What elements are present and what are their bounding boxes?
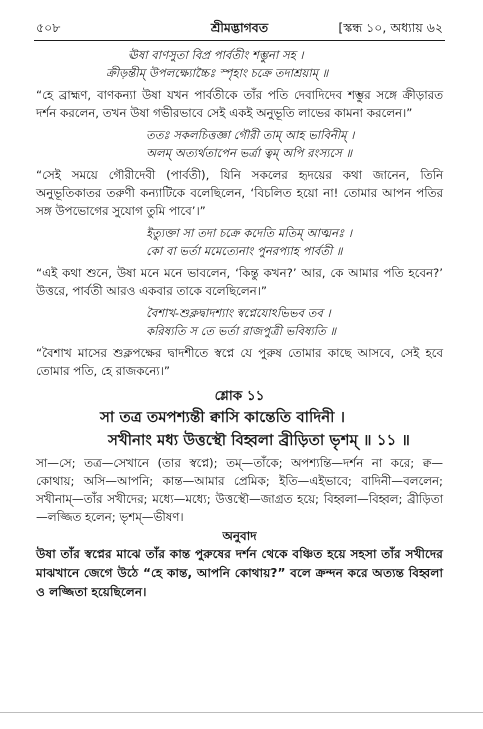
paragraph: “এই কথা শুনে, উষা মনে মনে ভাবলেন, ‘কিন্তু কখন?’ আর, কে আমার পতি হবেন?’ উত্তরে, পার্বতী আরও একবার তাকে বলেছিলেন।” xyxy=(36,266,443,298)
chapter-reference: [স্কন্ধ ১০, অধ্যায় ৬২ xyxy=(338,20,443,35)
verse-line: ইত্যুক্তা সা তদা চক্রে কদেতি মতিম্ আত্মনঃ । xyxy=(146,226,353,240)
verse-line: ক্রীড়ন্তীম্ উপলক্ষ্যোচ্চৈঃ স্পৃহাং চক্রে তদাশ্রয়াম্ ॥ xyxy=(106,66,329,80)
page-content xyxy=(36,46,443,602)
translation: উষা তাঁর স্বপ্নের মাঝে তাঁর কান্ত পুরুষের দর্শন থেকে বঞ্চিত হয়ে সহসা তাঁর সখীদের মাঝখানে জেগে উঠে “হে কান্ত, আপনি কোথায়?” বলে ক্রন্দন করে অত্যন্ত বিহ্বলা ও লজ্জিতা হয়েছিলেন। xyxy=(36,547,443,599)
word-for-word: সা—সে; তত্র—সেখানে (তার স্বপ্নে); তম্—তাঁকে; অপশ্যন্তি—দর্শন না করে; ক্ব—কোথায়; অসি—আপনি; কান্ত—আমার প্রেমিক; ইতি—এইভাবে; বাদিনী—বললেন; সখীনাম্—তাঁর সখীদের; মধ্যে—মধ্যে; উত্তস্থৌ—জাগ্রত হয়ে; বিহ্বলা—বিহ্বল; ব্রীড়িতা—লজ্জিত হলেন; ভৃশম্—ভীষণ। xyxy=(36,456,443,524)
shloka-line: সা তত্র তমপশ্যন্তী ক্বাসি কান্তেতি বাদিনী । xyxy=(100,408,346,426)
verse-line: কো বা ভর্তা মমেত্যেনাং পুনরপ্যাহ পার্বতী ॥ xyxy=(146,244,343,258)
paragraph: “হে ব্রাহ্মণ, বাণকন্যা উষা যখন পার্বতীকে তাঁর পতি দেবাদিদেব শম্ভুর সঙ্গে ক্রীড়ারত দর্শন করলেন, তখন উষা গভীরভাবে সেই একই অনুভূতি লাভের কামনা করলেন।” xyxy=(36,88,443,120)
book-title: শ্রীমদ্ভাগবত xyxy=(210,20,269,35)
verse-line: করিষ্যতি স তে ভর্তা রাজপুত্রী ভবিষ্যতি ॥ xyxy=(146,324,337,338)
page-bottom-edge xyxy=(0,712,483,713)
paragraph: “সেই সময়ে গৌরীদেবী (পার্বতী), যিনি সকলের হৃদয়ের কথা জানেন, তিনি অনুভূতিকাতর তরুণী কন্যাটিকে বলেছিলেন, ‘বিচলিত হয়ো না! তোমার আপন পতির সঙ্গ উপভোগের সুযোগ তুমি পাবে’।” xyxy=(36,168,443,218)
translation-heading: অনুবাদ xyxy=(222,529,257,543)
verse-line: ঊষা বাণসুতা বিপ্র পার্বতীং শম্ভুনা সহ । xyxy=(128,48,304,62)
verse-line: ততঃ সকলচিত্তজ্ঞা গৌরী তাম্ আহ ভাবিনীম্ । xyxy=(146,128,355,142)
page-number: ৫০৮ xyxy=(36,20,61,35)
verse-line: অলম্ অত্যর্থতাপেন ভর্ত্রা ত্বম্ অপি রংস্যসে ॥ xyxy=(146,146,353,160)
shloka-heading: শ্লোক ১১ xyxy=(214,388,265,404)
header-rule xyxy=(34,40,445,41)
verse-line: বৈশাখ-শুক্লদ্বাদশ্যাং স্বপ্নেযোঽভিভব তব । xyxy=(146,306,331,320)
paragraph: “বৈশাখ মাসের শুক্লপক্ষের দ্বাদশীতে স্বপ্নে যে পুরুষ তোমার কাছে আসবে, সেই হবে তোমার পতি, হে রাজকন্যে।” xyxy=(36,346,443,378)
page-header xyxy=(36,20,443,40)
shloka-line: সখীনাং মধ্য উত্তস্থৌ বিহ্বলা ব্রীড়িতা ভৃশম্ ॥ ১১ ॥ xyxy=(108,431,410,449)
